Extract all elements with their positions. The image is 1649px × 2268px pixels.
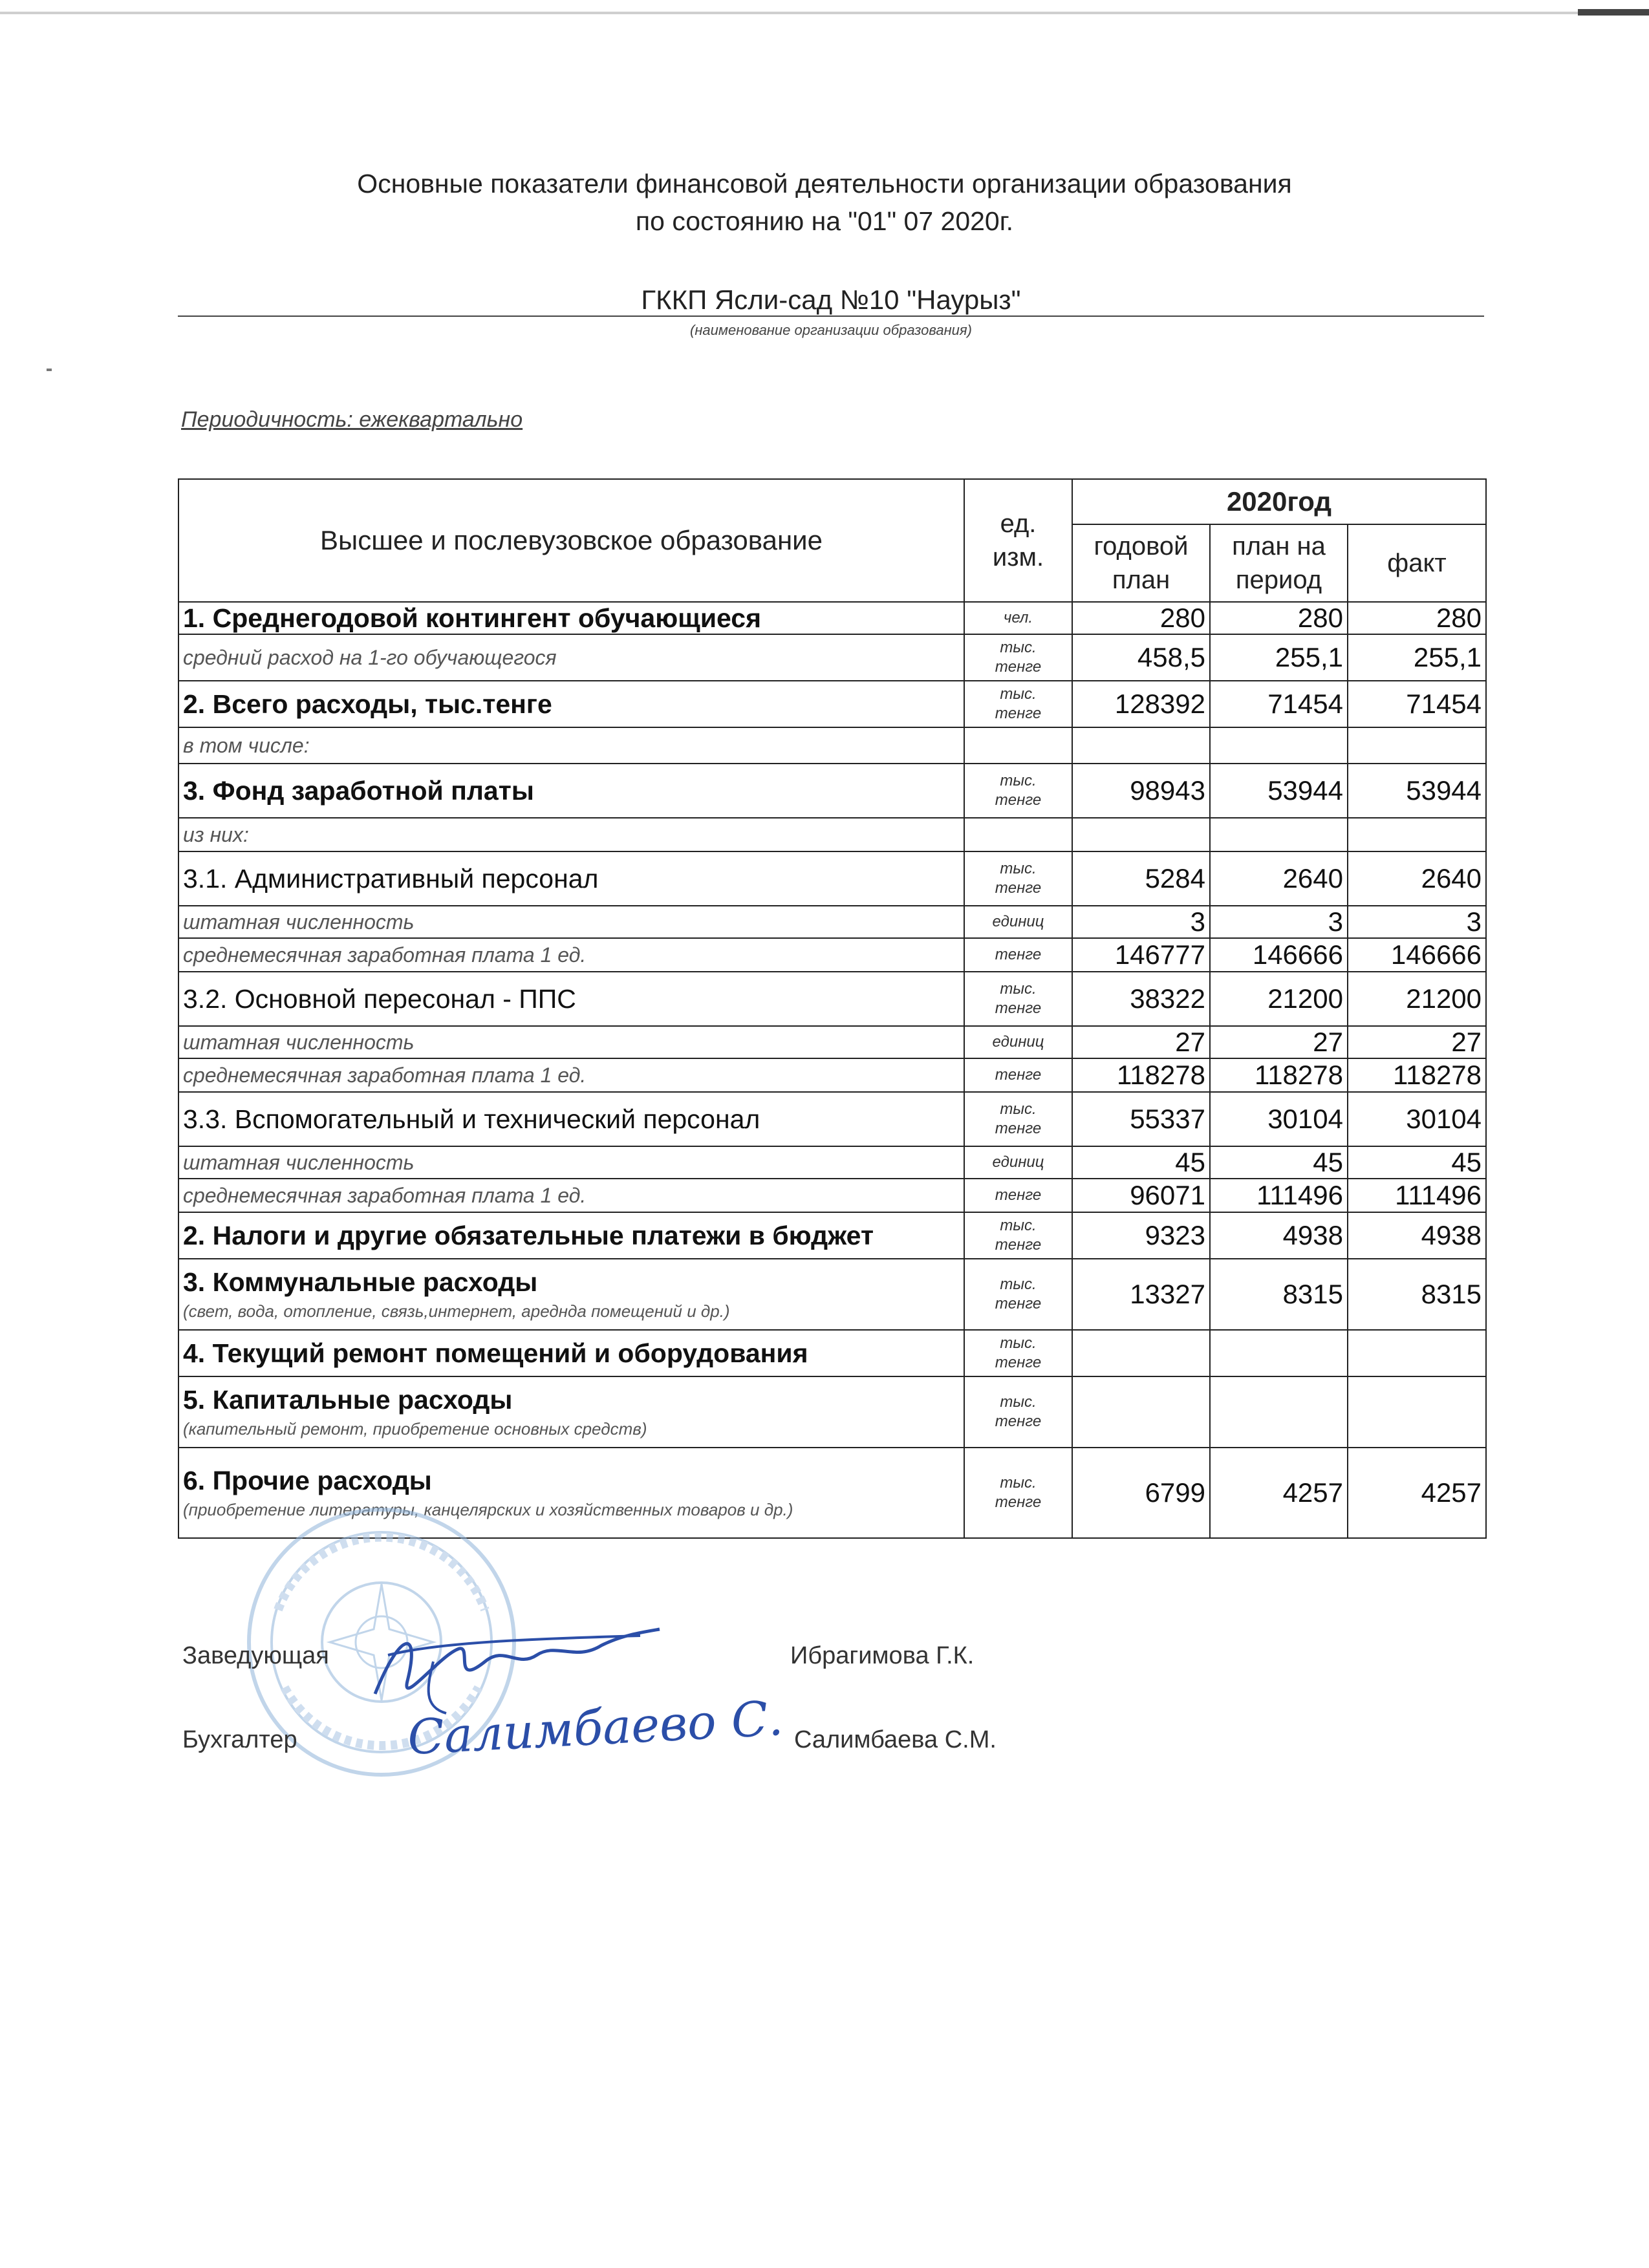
header-year: 2020год — [1072, 479, 1486, 524]
row-label-cell — [178, 1179, 964, 1212]
row-unit-line1: тыс. — [1000, 1100, 1037, 1118]
row-note: (приобретение литературы, канцелярских и хозяйственных товаров и др.) — [183, 1500, 793, 1519]
row-label-cell — [178, 1058, 964, 1092]
row-unit — [964, 1179, 1072, 1212]
accountant-signature: Салимбаево С. — [406, 1690, 785, 1766]
row-label-cell — [178, 681, 964, 727]
row-label-cell — [178, 972, 964, 1026]
header-fact: факт — [1348, 524, 1486, 602]
head-title: Заведующая — [182, 1642, 329, 1669]
row-unit-line1: единиц — [992, 1033, 1044, 1051]
row-unit-line2: тенге — [995, 1493, 1042, 1511]
organization-underline — [178, 316, 1484, 317]
row-value-annual: 6799 — [1072, 1448, 1210, 1538]
row-label: 3. Коммунальные расходы — [183, 1267, 538, 1297]
row-value-period: 111496 — [1210, 1179, 1348, 1212]
row-value-fact: 4938 — [1348, 1212, 1486, 1259]
header-unit-line2: изм. — [992, 543, 1044, 572]
row-label: 3.1. Административный персонал — [183, 863, 599, 893]
scan-edge-line — [0, 12, 1649, 14]
row-value-period: 3 — [1210, 906, 1348, 938]
row-value-annual: 128392 — [1072, 681, 1210, 727]
table-row — [178, 1092, 1486, 1146]
row-unit — [964, 1330, 1072, 1376]
row-value-annual: 118278 — [1072, 1058, 1210, 1092]
row-value-fact: 111496 — [1348, 1179, 1486, 1212]
table-row — [178, 1179, 1486, 1212]
header-annual-line1: годовой — [1094, 532, 1189, 561]
table-row — [178, 1330, 1486, 1376]
row-value-annual: 96071 — [1072, 1179, 1210, 1212]
row-unit-line1: тыс. — [1000, 685, 1037, 703]
row-unit-line2: тенге — [995, 879, 1042, 897]
row-unit — [964, 1146, 1072, 1179]
row-label: штатная численность — [183, 1030, 415, 1054]
row-value-fact — [1348, 1330, 1486, 1376]
row-value-annual: 280 — [1072, 602, 1210, 634]
row-unit — [964, 818, 1072, 851]
row-label: штатная численность — [183, 910, 415, 934]
row-value-fact: 255,1 — [1348, 634, 1486, 681]
row-label-cell — [178, 634, 964, 681]
row-value-fact: 30104 — [1348, 1092, 1486, 1146]
row-label-cell — [178, 818, 964, 851]
row-unit — [964, 1058, 1072, 1092]
row-value-fact: 8315 — [1348, 1259, 1486, 1330]
table-row — [178, 1058, 1486, 1092]
table-row — [178, 906, 1486, 938]
row-label-cell — [178, 906, 964, 938]
row-value-annual: 9323 — [1072, 1212, 1210, 1259]
row-unit-line2: тенге — [995, 1295, 1042, 1312]
row-value-period: 21200 — [1210, 972, 1348, 1026]
row-unit-line2: тенге — [995, 1236, 1042, 1254]
row-value-period: 280 — [1210, 602, 1348, 634]
accountant-name: Салимбаева С.М. — [794, 1726, 997, 1753]
row-value-fact: 53944 — [1348, 764, 1486, 818]
row-value-period: 71454 — [1210, 681, 1348, 727]
row-label: среднемесячная заработная плата 1 ед. — [183, 1183, 587, 1207]
table-header-row-1 — [178, 479, 1486, 524]
row-value-annual: 5284 — [1072, 851, 1210, 906]
row-unit — [964, 1026, 1072, 1058]
row-value-period: 4257 — [1210, 1448, 1348, 1538]
scan-edge-mark — [1578, 9, 1649, 16]
row-label-cell — [178, 1146, 964, 1179]
table-row — [178, 764, 1486, 818]
row-value-fact — [1348, 818, 1486, 851]
row-value-annual — [1072, 1376, 1210, 1448]
row-value-period: 27 — [1210, 1026, 1348, 1058]
row-label-cell — [178, 851, 964, 906]
row-unit-line1: тыс. — [1000, 1334, 1037, 1352]
table-row — [178, 602, 1486, 634]
head-name: Ибрагимова Г.К. — [790, 1642, 975, 1669]
organization-name: ГККП Ясли-сад №10 "Наурыз" — [641, 284, 1021, 315]
row-value-annual — [1072, 727, 1210, 764]
finance-table — [178, 478, 1487, 1539]
scan-speck — [47, 369, 52, 371]
header-period-line1: план на — [1232, 532, 1326, 561]
row-unit-line1: тыс. — [1000, 772, 1037, 789]
row-value-fact: 146666 — [1348, 938, 1486, 972]
row-label: 4. Текущий ремонт помещений и оборудования — [183, 1338, 808, 1368]
row-label: из них: — [183, 822, 249, 846]
row-value-period: 30104 — [1210, 1092, 1348, 1146]
row-unit — [964, 727, 1072, 764]
row-unit — [964, 906, 1072, 938]
table-row — [178, 681, 1486, 727]
table-row — [178, 727, 1486, 764]
table-row — [178, 1259, 1486, 1330]
row-value-annual — [1072, 818, 1210, 851]
row-value-fact: 21200 — [1348, 972, 1486, 1026]
row-unit-line1: чел. — [1003, 609, 1033, 626]
row-note: (капительный ремонт, приобретение основных средств) — [183, 1419, 647, 1439]
row-unit-line2: тенге — [995, 791, 1042, 809]
row-unit — [964, 851, 1072, 906]
row-unit-line1: тенге — [995, 946, 1042, 963]
row-unit — [964, 1376, 1072, 1448]
row-value-period — [1210, 727, 1348, 764]
row-unit — [964, 972, 1072, 1026]
row-label: среднемесячная заработная плата 1 ед. — [183, 943, 587, 967]
row-value-annual: 458,5 — [1072, 634, 1210, 681]
row-label-cell — [178, 938, 964, 972]
header-annual-plan — [1072, 524, 1210, 602]
row-unit — [964, 681, 1072, 727]
row-value-fact — [1348, 727, 1486, 764]
row-value-period: 118278 — [1210, 1058, 1348, 1092]
row-value-fact — [1348, 1376, 1486, 1448]
header-period-plan — [1210, 524, 1348, 602]
row-value-period: 8315 — [1210, 1259, 1348, 1330]
row-unit-line1: тыс. — [1000, 1276, 1037, 1293]
row-unit — [964, 938, 1072, 972]
row-unit-line1: тыс. — [1000, 860, 1037, 877]
row-unit-line2: тенге — [995, 1354, 1042, 1371]
row-note: (свет, вода, отопление, связь,интернет, аредндa помещений и др.) — [183, 1301, 730, 1321]
row-label: 5. Капитальные расходы — [183, 1385, 513, 1415]
row-value-fact: 27 — [1348, 1026, 1486, 1058]
row-value-fact: 2640 — [1348, 851, 1486, 906]
header-section: Высшее и послевузовское образование — [178, 479, 964, 602]
row-unit-line2: тенге — [995, 1000, 1042, 1017]
row-label: средний расход на 1-го обучающегося — [183, 645, 557, 669]
row-value-fact: 3 — [1348, 906, 1486, 938]
row-unit — [964, 1448, 1072, 1538]
row-unit-line1: тыс. — [1000, 1474, 1037, 1492]
row-value-fact: 45 — [1348, 1146, 1486, 1179]
row-label: 3.3. Вспомогательный и технический персонал — [183, 1104, 760, 1134]
row-label-cell — [178, 1212, 964, 1259]
row-value-period — [1210, 818, 1348, 851]
row-label-cell — [178, 602, 964, 634]
table-row — [178, 851, 1486, 906]
row-label: 1. Среднегодовой контингент обучающиеся — [183, 603, 762, 633]
header-unit — [964, 479, 1072, 602]
row-label: 2. Всего расходы, тыс.тенге — [183, 689, 552, 719]
row-value-period: 45 — [1210, 1146, 1348, 1179]
row-value-annual: 55337 — [1072, 1092, 1210, 1146]
accountant-title: Бухгалтер — [182, 1726, 297, 1753]
title-line-2: по состоянию на "01" 07 2020г. — [635, 206, 1014, 236]
table-row — [178, 938, 1486, 972]
table-row — [178, 634, 1486, 681]
row-value-period: 4938 — [1210, 1212, 1348, 1259]
row-unit — [964, 1212, 1072, 1259]
row-unit — [964, 764, 1072, 818]
table-row — [178, 818, 1486, 851]
row-label-cell — [178, 1026, 964, 1058]
title-line-1: Основные показатели финансовой деятельности организации образования — [357, 169, 1292, 198]
row-value-fact: 71454 — [1348, 681, 1486, 727]
row-unit-line2: тенге — [995, 658, 1042, 676]
row-value-annual: 146777 — [1072, 938, 1210, 972]
row-label: среднемесячная заработная плата 1 ед. — [183, 1063, 587, 1087]
row-unit-line1: тыс. — [1000, 1217, 1037, 1234]
row-label: 6. Прочие расходы — [183, 1466, 432, 1495]
row-value-annual: 13327 — [1072, 1259, 1210, 1330]
row-unit-line2: тенге — [995, 705, 1042, 722]
header-annual-line2: план — [1112, 566, 1170, 594]
row-value-period: 53944 — [1210, 764, 1348, 818]
organization-caption: (наименование организации образования) — [690, 322, 972, 338]
row-label-cell — [178, 1330, 964, 1376]
row-unit-line1: тыс. — [1000, 639, 1037, 656]
row-value-fact: 4257 — [1348, 1448, 1486, 1538]
row-value-annual: 27 — [1072, 1026, 1210, 1058]
document-title — [181, 165, 1468, 240]
table-row — [178, 1212, 1486, 1259]
row-unit-line1: тыс. — [1000, 980, 1037, 998]
row-unit-line2: тенге — [995, 1413, 1042, 1430]
row-label-cell — [178, 727, 964, 764]
row-label-cell — [178, 1259, 964, 1330]
header-period-line2: период — [1235, 566, 1322, 594]
row-value-period: 255,1 — [1210, 634, 1348, 681]
row-value-annual — [1072, 1330, 1210, 1376]
row-unit-line1: тыс. — [1000, 1393, 1037, 1411]
row-unit — [964, 1259, 1072, 1330]
table-row — [178, 1146, 1486, 1179]
row-unit-line1: единиц — [992, 1153, 1044, 1171]
row-value-period: 2640 — [1210, 851, 1348, 906]
row-value-annual: 98943 — [1072, 764, 1210, 818]
row-unit-line1: тенге — [995, 1066, 1042, 1084]
row-value-period: 146666 — [1210, 938, 1348, 972]
row-unit-line1: тенге — [995, 1186, 1042, 1204]
row-label: 2. Налоги и другие обязательные платежи в бюджет — [183, 1220, 874, 1250]
row-value-annual: 3 — [1072, 906, 1210, 938]
row-label-cell — [178, 1376, 964, 1448]
row-label: 3.2. Основной пересонал - ППС — [183, 983, 576, 1014]
row-unit-line1: единиц — [992, 913, 1044, 930]
row-unit — [964, 634, 1072, 681]
row-value-annual: 38322 — [1072, 972, 1210, 1026]
row-label: 3. Фонд заработной платы — [183, 775, 534, 806]
row-unit — [964, 1092, 1072, 1146]
row-label: в том числе: — [183, 733, 310, 757]
row-value-fact: 280 — [1348, 602, 1486, 634]
header-unit-line1: ед. — [1000, 509, 1037, 538]
row-value-annual: 45 — [1072, 1146, 1210, 1179]
row-label-cell — [178, 764, 964, 818]
row-value-fact: 118278 — [1348, 1058, 1486, 1092]
table-row — [178, 972, 1486, 1026]
table-row — [178, 1026, 1486, 1058]
table-row — [178, 1376, 1486, 1448]
row-label: штатная численность — [183, 1150, 415, 1174]
row-label-cell — [178, 1092, 964, 1146]
row-unit — [964, 602, 1072, 634]
row-value-period — [1210, 1330, 1348, 1376]
periodicity-label: Периодичность: ежеквартально — [181, 407, 523, 432]
row-value-period — [1210, 1376, 1348, 1448]
row-unit-line2: тенге — [995, 1120, 1042, 1137]
